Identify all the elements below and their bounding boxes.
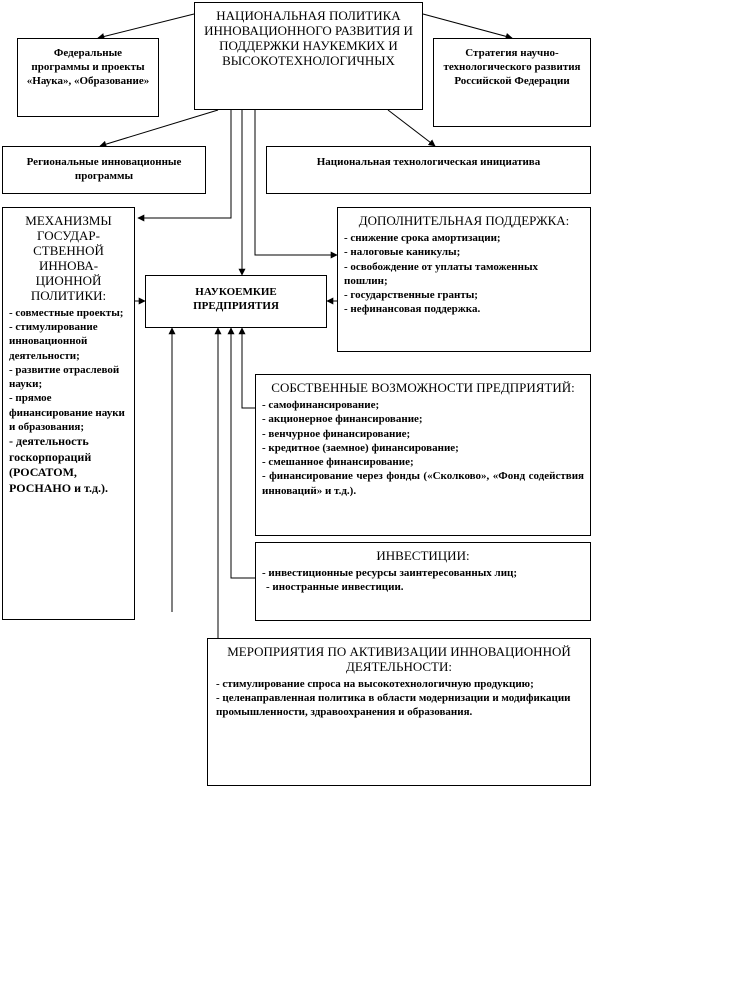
activation-title: МЕРОПРИЯТИЯ ПО АКТИВИЗАЦИИ ИННОВАЦИОННОЙ ДЕЯТЕЛЬНОСТИ: <box>227 644 571 674</box>
additional-support-box <box>337 207 591 352</box>
national-initiative-box <box>266 146 591 194</box>
arrow-policy-to-initiative <box>388 110 435 146</box>
investments-list <box>262 566 584 595</box>
list-item: - деятельность госкорпораций (РОСАТОМ, РОСНАНО и т.д.). <box>9 434 109 496</box>
list-item: - финансирование через фонды («Сколково», «Фонд содействия инноваций» и т.д.). <box>262 470 584 497</box>
national-policy-box <box>194 2 423 110</box>
own-capabilities-list <box>262 398 584 498</box>
list-item: - иностранные инвестиции. <box>266 581 404 594</box>
strategy-box <box>433 38 591 127</box>
list-item: - инвестиционные ресурсы заинтересованных лиц; <box>262 566 518 579</box>
list-item: - прямое финансирование науки и образования; <box>9 392 125 433</box>
mechanisms-list <box>9 306 128 497</box>
list-item: - снижение срока амортизации; <box>344 231 501 244</box>
strategy-text: Стратегия научно-технологического развития Российской Федерации <box>443 47 581 87</box>
national-initiative-text: Национальная технологическая инициатива <box>316 156 541 168</box>
list-item: - налоговые каникулы; <box>344 246 461 259</box>
list-item: - развитие отраслевой науки; <box>9 363 120 391</box>
arrow-capabilities-to-enterprises <box>242 328 255 408</box>
enterprises-box <box>145 275 327 328</box>
mechanisms-box <box>2 207 135 620</box>
list-item: - целенаправленная политика в области модернизации и модификации промышленности, здравоохранения и образования. <box>216 692 571 719</box>
list-item: - государственные гранты; <box>344 289 478 302</box>
enterprises-title: НАУКОЕМКИЕ ПРЕДПРИЯТИЯ <box>193 286 279 312</box>
national-policy-title: НАЦИОНАЛЬНАЯ ПОЛИТИКА ИННОВАЦИОННОГО РАЗВИТИЯ И ПОДДЕРЖКИ НАУКЕМКИХ И ВЫСОКОТЕХНОЛОГИЧНЫХ <box>204 8 413 68</box>
list-item: - самофинансирование; <box>262 398 380 411</box>
list-item: - стимулирование инновационной деятельности; <box>9 320 98 362</box>
federal-programs-box <box>17 38 159 117</box>
list-item: - нефинансовая поддержка. <box>344 303 481 316</box>
own-capabilities-title: СОБСТВЕННЫЕ ВОЗМОЖНОСТИ ПРЕДПРИЯТИЙ: <box>271 380 575 395</box>
list-item: - совместные проекты; <box>9 306 124 319</box>
list-item: - кредитное (заемное) финансирование; <box>262 441 459 454</box>
mechanisms-title: МЕХАНИЗМЫ ГОСУДАР-СТВЕННОЙ ИННОВА-ЦИОННОЙ ПОЛИТИКИ: <box>25 213 112 303</box>
investments-box <box>255 542 591 621</box>
regional-programs-box <box>2 146 206 194</box>
arrow-policy-to-federal <box>98 14 194 38</box>
arrow-investments-to-enterprises <box>231 328 255 578</box>
investments-title: ИНВЕСТИЦИИ: <box>376 548 470 563</box>
own-capabilities-box <box>255 374 591 536</box>
activation-list <box>216 677 582 720</box>
additional-support-list <box>344 231 584 317</box>
list-item: - стимулирование спроса на высокотехнологичную продукцию; <box>216 677 534 690</box>
list-item: - освобождение от уплаты таможенных пошлин; <box>344 260 539 287</box>
list-item: - венчурное финансирование; <box>262 427 411 440</box>
arrow-policy-to-strategy <box>423 14 512 38</box>
activation-box <box>207 638 591 786</box>
list-item: - акционерное финансирование; <box>262 413 423 426</box>
list-item: - смешанное финансирование; <box>262 456 414 469</box>
additional-support-title: ДОПОЛНИТЕЛЬНАЯ ПОДДЕРЖКА: <box>358 213 570 228</box>
federal-programs-text: Федеральные программы и проекты «Наука», «Образование» <box>26 47 150 87</box>
regional-programs-text: Региональные инновационные программы <box>26 156 182 182</box>
